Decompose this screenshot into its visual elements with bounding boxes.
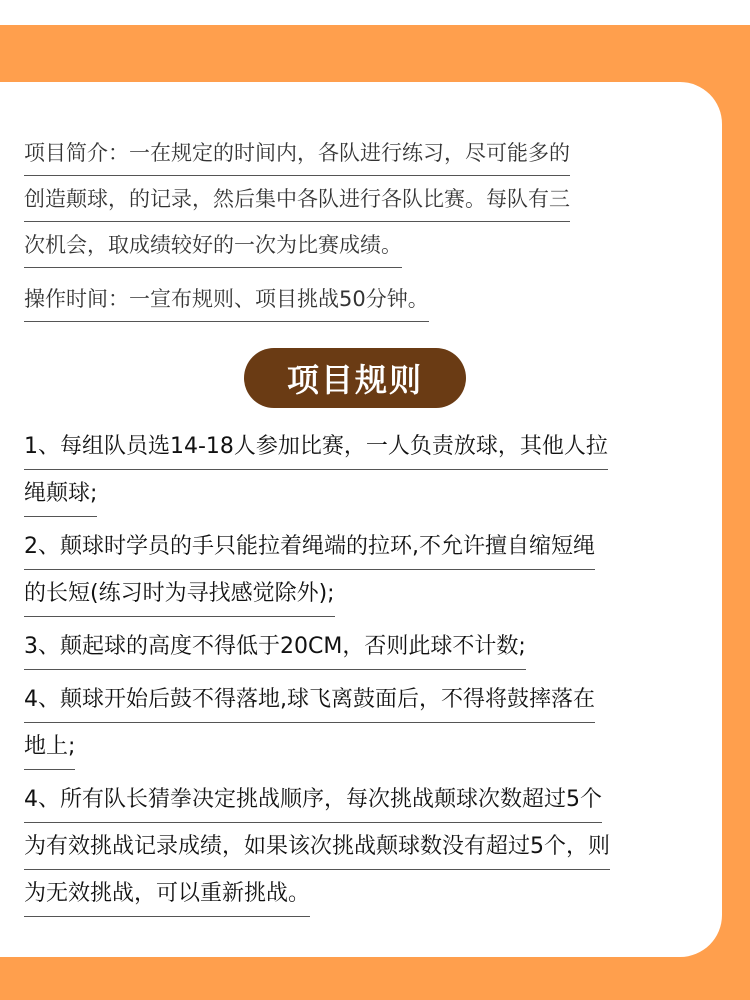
intro-line-text: 项目简介：一在规定的时间内，各队进行练习，尽可能多的 <box>24 132 570 176</box>
rule-item <box>24 676 704 770</box>
rule-line: 1、每组队员选14-18人参加比赛，一人负责放球，其他人拉 <box>24 425 608 470</box>
rule-line: 为无效挑战，可以重新挑战。 <box>24 872 310 917</box>
rules-list <box>24 423 704 923</box>
rule-line: 3、颠起球的高度不得低于20CM，否则此球不计数; <box>24 625 526 670</box>
intro-line <box>24 222 684 268</box>
rule-line: 的长短(练习时为寻找感觉除外); <box>24 572 335 617</box>
intro-line-text: 创造颠球，的记录，然后集中各队进行各队比赛。每队有三 <box>24 178 570 222</box>
rule-line: 4、颠球开始后鼓不得落地,球飞离鼓面后，不得将鼓摔落在 <box>24 678 595 723</box>
rule-line: 为有效挑战记录成绩，如果该次挑战颠球数没有超过5个，则 <box>24 825 610 870</box>
operation-time-text: 操作时间：一宣布规则、项目挑战50分钟。 <box>24 278 429 322</box>
intro-line <box>24 176 684 222</box>
intro-line-text: 次机会，取成绩较好的一次为比赛成绩。 <box>24 224 402 268</box>
rule-item <box>24 623 704 670</box>
rule-line: 4、所有队长猜拳决定挑战顺序，每次挑战颠球次数超过5个 <box>24 778 602 823</box>
intro-section <box>24 130 684 322</box>
rule-line: 2、颠球时学员的手只能拉着绳端的拉环,不允许擅自缩短绳 <box>24 525 595 570</box>
rule-item <box>24 423 704 517</box>
rule-item <box>24 523 704 617</box>
rule-line: 地上; <box>24 725 75 770</box>
rule-item <box>24 776 704 917</box>
rule-line: 绳颠球; <box>24 472 97 517</box>
operation-time-line <box>24 276 684 322</box>
intro-line <box>24 130 684 176</box>
section-title: 项目规则 <box>244 348 466 408</box>
